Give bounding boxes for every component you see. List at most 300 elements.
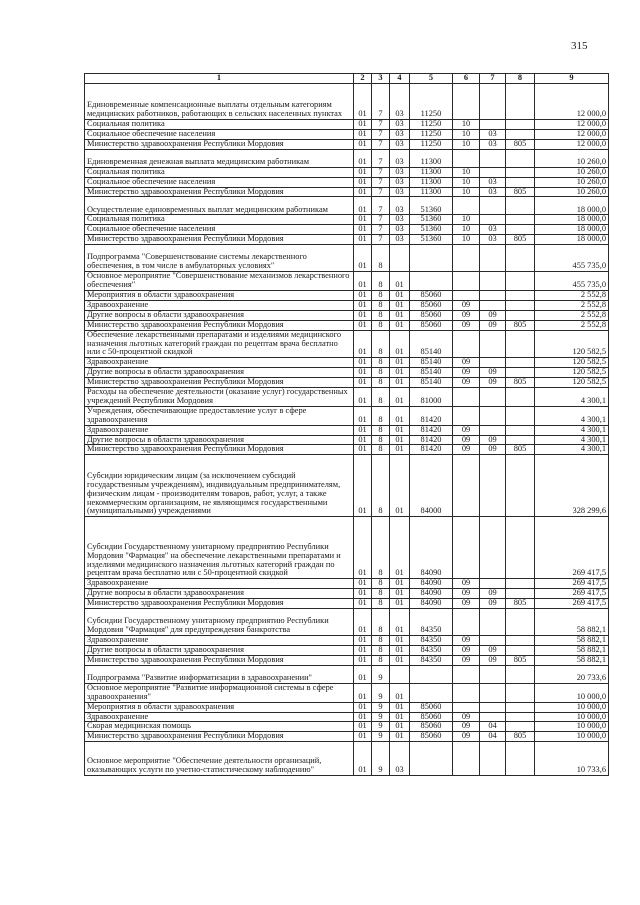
- cell-c7: [480, 406, 506, 425]
- col-header: 4: [390, 74, 410, 84]
- cell-c6: [453, 406, 480, 425]
- row-name-cell: Социальное обеспечение населения: [85, 225, 354, 235]
- cell-c3: 7: [372, 167, 390, 177]
- cell-c5: 84000: [410, 455, 453, 517]
- cell-c8: 805: [506, 320, 535, 330]
- cell-c6: 09: [453, 732, 480, 742]
- cell-c5: 85060: [410, 712, 453, 722]
- cell-c5: 85140: [410, 330, 453, 358]
- row-name-cell: Здравоохранение: [85, 425, 354, 435]
- cell-c5: 84090: [410, 579, 453, 589]
- cell-c3: 8: [372, 300, 390, 310]
- cell-c7: [480, 665, 506, 683]
- cell-c3: 7: [372, 149, 390, 167]
- cell-c3: 9: [372, 722, 390, 732]
- cell-c2: 01: [354, 300, 372, 310]
- cell-c7: [480, 300, 506, 310]
- cell-c2: 01: [354, 406, 372, 425]
- cell-c7: [480, 272, 506, 291]
- cell-c9: 20 733,6: [535, 665, 609, 683]
- row-name-cell: Субсидии юридическим лицам (за исключением субсидий государственным учреждениям), индивидуальным предпринимателям, физическим лицам - производителям товаров, работ, услуг, а также некоммерческим организациям, не являющимся государственными (муниципальными) учреждениями: [85, 455, 354, 517]
- cell-c8: [506, 636, 535, 646]
- cell-c2: 01: [354, 683, 372, 702]
- cell-c2: 01: [354, 378, 372, 388]
- cell-c8: [506, 215, 535, 225]
- cell-c6: 09: [453, 320, 480, 330]
- cell-c7: 03: [480, 235, 506, 245]
- row-name-cell: Скорая медицинская помощь: [85, 722, 354, 732]
- col-header: 5: [410, 74, 453, 84]
- row-name-cell: Другие вопросы в области здравоохранения: [85, 589, 354, 599]
- cell-c2: 01: [354, 129, 372, 139]
- col-header: 7: [480, 74, 506, 84]
- cell-c3: 8: [372, 330, 390, 358]
- cell-c9: 4 300,1: [535, 406, 609, 425]
- cell-c9: 10 000,0: [535, 683, 609, 702]
- cell-c3: 8: [372, 609, 390, 636]
- cell-c7: 03: [480, 129, 506, 139]
- cell-c7: [480, 517, 506, 579]
- table-row: [85, 655, 609, 665]
- cell-c8: [506, 272, 535, 291]
- cell-c2: 01: [354, 455, 372, 517]
- cell-c4: 01: [390, 406, 410, 425]
- row-name-cell: Субсидии Государственному унитарному предприятию Республики Мордовия "Фармация" на обеспечение лекарственными препаратами и изделиями медицинского назначения льготных категорий граждан по рецептам врача бесплатно или с 50-процентной скидкой: [85, 517, 354, 579]
- cell-c7: 03: [480, 225, 506, 235]
- cell-c5: 84090: [410, 589, 453, 599]
- cell-c5: [410, 245, 453, 272]
- cell-c8: 805: [506, 599, 535, 609]
- cell-c7: [480, 290, 506, 300]
- cell-c4: 01: [390, 712, 410, 722]
- cell-c2: 01: [354, 330, 372, 358]
- budget-table: [84, 73, 609, 776]
- cell-c9: 269 417,5: [535, 599, 609, 609]
- cell-c4: 03: [390, 225, 410, 235]
- cell-c8: [506, 435, 535, 445]
- cell-c9: 269 417,5: [535, 579, 609, 589]
- cell-c3: 7: [372, 187, 390, 197]
- row-name-cell: Министерство здравоохранения Республики Мордовия: [85, 139, 354, 149]
- table-row: [85, 712, 609, 722]
- cell-c3: 8: [372, 517, 390, 579]
- table-row: [85, 665, 609, 683]
- cell-c4: 01: [390, 378, 410, 388]
- cell-c5: 84350: [410, 636, 453, 646]
- cell-c2: 01: [354, 712, 372, 722]
- cell-c6: 09: [453, 599, 480, 609]
- cell-c8: [506, 197, 535, 215]
- cell-c6: 10: [453, 120, 480, 130]
- row-name-cell: Мероприятия в области здравоохранения: [85, 702, 354, 712]
- row-name-cell: Подпрограмма "Развитие информатизации в здравоохранении": [85, 665, 354, 683]
- cell-c2: 01: [354, 742, 372, 776]
- cell-c8: [506, 589, 535, 599]
- table-row: [85, 139, 609, 149]
- cell-c6: 09: [453, 300, 480, 310]
- cell-c8: [506, 290, 535, 300]
- cell-c9: 4 300,1: [535, 445, 609, 455]
- cell-c3: 8: [372, 406, 390, 425]
- cell-c6: 09: [453, 425, 480, 435]
- cell-c5: [410, 272, 453, 291]
- cell-c3: 9: [372, 742, 390, 776]
- cell-c8: [506, 310, 535, 320]
- cell-c6: 09: [453, 435, 480, 445]
- cell-c9: 18 000,0: [535, 197, 609, 215]
- cell-c9: 18 000,0: [535, 225, 609, 235]
- cell-c4: 03: [390, 187, 410, 197]
- row-name-cell: Здравоохранение: [85, 712, 354, 722]
- cell-c7: 09: [480, 320, 506, 330]
- page-number: 315: [571, 40, 588, 52]
- table-row: [85, 368, 609, 378]
- cell-c6: [453, 272, 480, 291]
- cell-c6: [453, 330, 480, 358]
- cell-c9: 120 582,5: [535, 330, 609, 358]
- row-name-cell: Обеспечение лекарственными препаратами и изделиями медицинского назначения льготных категорий граждан по рецептам врача бесплатно или с 50-процентной скидкой: [85, 330, 354, 358]
- cell-c9: 120 582,5: [535, 358, 609, 368]
- cell-c9: 10 260,0: [535, 167, 609, 177]
- cell-c7: [480, 742, 506, 776]
- table-row: [85, 245, 609, 272]
- cell-c2: 01: [354, 579, 372, 589]
- row-name-cell: Социальное обеспечение населения: [85, 177, 354, 187]
- cell-c7: 09: [480, 646, 506, 656]
- row-name-cell: Социальная политика: [85, 215, 354, 225]
- row-name-cell: Другие вопросы в области здравоохранения: [85, 435, 354, 445]
- table-row: [85, 599, 609, 609]
- table-row: [85, 290, 609, 300]
- cell-c8: [506, 225, 535, 235]
- cell-c4: 01: [390, 320, 410, 330]
- row-name-cell: Расходы на обеспечение деятельности (оказание услуг) государственных учреждений Республики Мордовия: [85, 388, 354, 407]
- row-name-cell: Министерство здравоохранения Республики Мордовия: [85, 732, 354, 742]
- cell-c7: [480, 388, 506, 407]
- row-name-cell: Министерство здравоохранения Республики Мордовия: [85, 655, 354, 665]
- cell-c4: 01: [390, 517, 410, 579]
- cell-c9: 18 000,0: [535, 215, 609, 225]
- row-name-cell: Социальная политика: [85, 120, 354, 130]
- cell-c6: [453, 245, 480, 272]
- table-row: [85, 330, 609, 358]
- cell-c5: 85140: [410, 358, 453, 368]
- cell-c4: 01: [390, 290, 410, 300]
- cell-c3: 7: [372, 197, 390, 215]
- cell-c5: 84350: [410, 609, 453, 636]
- col-header: 2: [354, 74, 372, 84]
- cell-c3: 7: [372, 129, 390, 139]
- table-row: [85, 579, 609, 589]
- row-name-cell: Министерство здравоохранения Республики Мордовия: [85, 187, 354, 197]
- row-name-cell: Другие вопросы в области здравоохранения: [85, 310, 354, 320]
- cell-c8: 805: [506, 187, 535, 197]
- cell-c9: 10 260,0: [535, 177, 609, 187]
- cell-c3: 8: [372, 378, 390, 388]
- cell-c6: 10: [453, 235, 480, 245]
- cell-c4: 01: [390, 272, 410, 291]
- cell-c8: [506, 177, 535, 187]
- cell-c8: [506, 646, 535, 656]
- cell-c2: 01: [354, 609, 372, 636]
- cell-c9: 10 000,0: [535, 702, 609, 712]
- cell-c5: 85060: [410, 300, 453, 310]
- table-row: [85, 742, 609, 776]
- cell-c2: 01: [354, 388, 372, 407]
- cell-c5: 84090: [410, 517, 453, 579]
- cell-c9: 455 735,0: [535, 245, 609, 272]
- table-row: [85, 272, 609, 291]
- table-row: [85, 435, 609, 445]
- col-header: 1: [85, 74, 354, 84]
- cell-c4: 01: [390, 655, 410, 665]
- cell-c3: 8: [372, 388, 390, 407]
- cell-c8: [506, 330, 535, 358]
- cell-c8: [506, 368, 535, 378]
- cell-c7: [480, 425, 506, 435]
- cell-c7: [480, 167, 506, 177]
- cell-c6: [453, 702, 480, 712]
- cell-c7: [480, 245, 506, 272]
- cell-c3: 8: [372, 310, 390, 320]
- row-name-cell: Основное мероприятие "Обеспечение деятельности организаций, оказывающих услуги по учетно-статистическому наблюдению": [85, 742, 354, 776]
- cell-c9: 12 000,0: [535, 139, 609, 149]
- cell-c4: 03: [390, 197, 410, 215]
- cell-c8: [506, 722, 535, 732]
- cell-c6: 10: [453, 225, 480, 235]
- cell-c5: 51360: [410, 197, 453, 215]
- cell-c2: 01: [354, 197, 372, 215]
- col-header: 6: [453, 74, 480, 84]
- cell-c5: [410, 683, 453, 702]
- cell-c7: [480, 455, 506, 517]
- row-name-cell: Осуществление единовременных выплат медицинским работникам: [85, 197, 354, 215]
- table-row: [85, 683, 609, 702]
- cell-c9: 12 000,0: [535, 129, 609, 139]
- cell-c4: 03: [390, 177, 410, 187]
- cell-c3: 7: [372, 84, 390, 120]
- cell-c7: [480, 609, 506, 636]
- cell-c6: [453, 149, 480, 167]
- cell-c9: 10 000,0: [535, 722, 609, 732]
- cell-c6: [453, 388, 480, 407]
- cell-c3: 8: [372, 245, 390, 272]
- cell-c6: 09: [453, 358, 480, 368]
- cell-c2: 01: [354, 517, 372, 579]
- cell-c4: 01: [390, 636, 410, 646]
- cell-c4: 01: [390, 722, 410, 732]
- cell-c4: 01: [390, 300, 410, 310]
- cell-c5: 85140: [410, 378, 453, 388]
- cell-c8: [506, 149, 535, 167]
- cell-c6: [453, 455, 480, 517]
- cell-c3: 8: [372, 589, 390, 599]
- cell-c7: [480, 358, 506, 368]
- cell-c5: 11300: [410, 177, 453, 187]
- cell-c7: 09: [480, 599, 506, 609]
- row-name-cell: Министерство здравоохранения Республики Мордовия: [85, 235, 354, 245]
- cell-c4: 03: [390, 120, 410, 130]
- cell-c6: 09: [453, 378, 480, 388]
- cell-c7: 04: [480, 732, 506, 742]
- cell-c9: 2 552,8: [535, 300, 609, 310]
- table-row: [85, 358, 609, 368]
- cell-c2: 01: [354, 149, 372, 167]
- cell-c2: 01: [354, 215, 372, 225]
- table-row: [85, 167, 609, 177]
- col-header: 8: [506, 74, 535, 84]
- cell-c8: [506, 702, 535, 712]
- cell-c7: [480, 579, 506, 589]
- cell-c6: 09: [453, 646, 480, 656]
- row-name-cell: Подпрограмма "Совершенствование системы лекарственного обеспечения, в том числе в амбулаторных условиях": [85, 245, 354, 272]
- cell-c8: [506, 388, 535, 407]
- cell-c5: 11300: [410, 187, 453, 197]
- cell-c9: 58 882,1: [535, 655, 609, 665]
- cell-c6: 10: [453, 215, 480, 225]
- cell-c4: [390, 245, 410, 272]
- cell-c6: 10: [453, 187, 480, 197]
- cell-c9: 2 552,8: [535, 320, 609, 330]
- cell-c3: 7: [372, 225, 390, 235]
- row-name-cell: Министерство здравоохранения Республики Мордовия: [85, 378, 354, 388]
- row-name-cell: Учреждения, обеспечивающие предоставление услуг в сфере здравоохранения: [85, 406, 354, 425]
- table-row: [85, 732, 609, 742]
- cell-c8: 805: [506, 139, 535, 149]
- row-name-cell: Единовременные компенсационные выплаты отдельным категориям медицинских работников, работающих в сельских населенных пунктах: [85, 84, 354, 120]
- cell-c3: 8: [372, 425, 390, 435]
- cell-c6: [453, 665, 480, 683]
- cell-c2: 01: [354, 272, 372, 291]
- cell-c2: 01: [354, 732, 372, 742]
- cell-c8: [506, 167, 535, 177]
- cell-c2: 01: [354, 84, 372, 120]
- table-row: [85, 120, 609, 130]
- cell-c3: 7: [372, 139, 390, 149]
- table-row: [85, 225, 609, 235]
- cell-c5: 85060: [410, 732, 453, 742]
- cell-c7: 09: [480, 378, 506, 388]
- cell-c2: 01: [354, 139, 372, 149]
- header-row: [85, 74, 609, 84]
- cell-c5: 11250: [410, 139, 453, 149]
- row-name-cell: Субсидии Государственному унитарному предприятию Республики Мордовия "Фармация" для предупреждения банкротства: [85, 609, 354, 636]
- row-name-cell: Социальная политика: [85, 167, 354, 177]
- cell-c4: 01: [390, 358, 410, 368]
- table-row: [85, 177, 609, 187]
- cell-c9: 2 552,8: [535, 310, 609, 320]
- cell-c3: 7: [372, 177, 390, 187]
- cell-c9: 58 882,1: [535, 646, 609, 656]
- cell-c2: 01: [354, 167, 372, 177]
- cell-c2: 01: [354, 722, 372, 732]
- cell-c2: 01: [354, 655, 372, 665]
- cell-c9: 10 000,0: [535, 712, 609, 722]
- cell-c3: 9: [372, 683, 390, 702]
- cell-c2: 01: [354, 636, 372, 646]
- cell-c7: [480, 215, 506, 225]
- cell-c3: 9: [372, 712, 390, 722]
- cell-c7: [480, 712, 506, 722]
- table-row: [85, 455, 609, 517]
- cell-c2: 01: [354, 245, 372, 272]
- row-name-cell: Здравоохранение: [85, 358, 354, 368]
- cell-c9: 10 733,6: [535, 742, 609, 776]
- cell-c5: 11250: [410, 120, 453, 130]
- cell-c6: [453, 609, 480, 636]
- cell-c8: [506, 245, 535, 272]
- cell-c4: 01: [390, 310, 410, 320]
- cell-c3: 8: [372, 272, 390, 291]
- cell-c6: 09: [453, 310, 480, 320]
- cell-c5: 11250: [410, 129, 453, 139]
- row-name-cell: Другие вопросы в области здравоохранения: [85, 646, 354, 656]
- row-name-cell: Министерство здравоохранения Республики Мордовия: [85, 445, 354, 455]
- table-row: [85, 197, 609, 215]
- cell-c7: 09: [480, 589, 506, 599]
- table-row: [85, 636, 609, 646]
- cell-c3: 8: [372, 290, 390, 300]
- cell-c3: 8: [372, 579, 390, 589]
- cell-c6: 10: [453, 177, 480, 187]
- cell-c6: [453, 290, 480, 300]
- cell-c8: [506, 683, 535, 702]
- cell-c5: 85060: [410, 310, 453, 320]
- cell-c6: 09: [453, 589, 480, 599]
- table-row: [85, 388, 609, 407]
- cell-c3: 8: [372, 646, 390, 656]
- cell-c4: 01: [390, 435, 410, 445]
- cell-c9: 10 000,0: [535, 732, 609, 742]
- cell-c5: 81420: [410, 435, 453, 445]
- cell-c9: 120 582,5: [535, 368, 609, 378]
- cell-c7: 09: [480, 435, 506, 445]
- cell-c5: 81420: [410, 445, 453, 455]
- cell-c8: [506, 712, 535, 722]
- cell-c8: [506, 455, 535, 517]
- cell-c3: 8: [372, 599, 390, 609]
- table-row: [85, 149, 609, 167]
- cell-c2: 01: [354, 320, 372, 330]
- cell-c3: 8: [372, 320, 390, 330]
- cell-c3: 7: [372, 235, 390, 245]
- cell-c4: 03: [390, 235, 410, 245]
- cell-c8: 805: [506, 732, 535, 742]
- cell-c5: 81000: [410, 388, 453, 407]
- cell-c4: 01: [390, 609, 410, 636]
- cell-c9: 12 000,0: [535, 84, 609, 120]
- cell-c8: [506, 425, 535, 435]
- cell-c2: 01: [354, 225, 372, 235]
- table-row: [85, 129, 609, 139]
- table-row: [85, 235, 609, 245]
- cell-c2: 01: [354, 177, 372, 187]
- cell-c9: 12 000,0: [535, 120, 609, 130]
- table-row: [85, 310, 609, 320]
- table-row: [85, 589, 609, 599]
- row-name-cell: Здравоохранение: [85, 636, 354, 646]
- row-name-cell: Здравоохранение: [85, 579, 354, 589]
- cell-c5: 51360: [410, 215, 453, 225]
- cell-c6: [453, 197, 480, 215]
- cell-c2: 01: [354, 120, 372, 130]
- cell-c5: 81420: [410, 425, 453, 435]
- cell-c9: 455 735,0: [535, 272, 609, 291]
- cell-c9: 2 552,8: [535, 290, 609, 300]
- table-body: [85, 84, 609, 776]
- cell-c7: [480, 636, 506, 646]
- cell-c8: [506, 300, 535, 310]
